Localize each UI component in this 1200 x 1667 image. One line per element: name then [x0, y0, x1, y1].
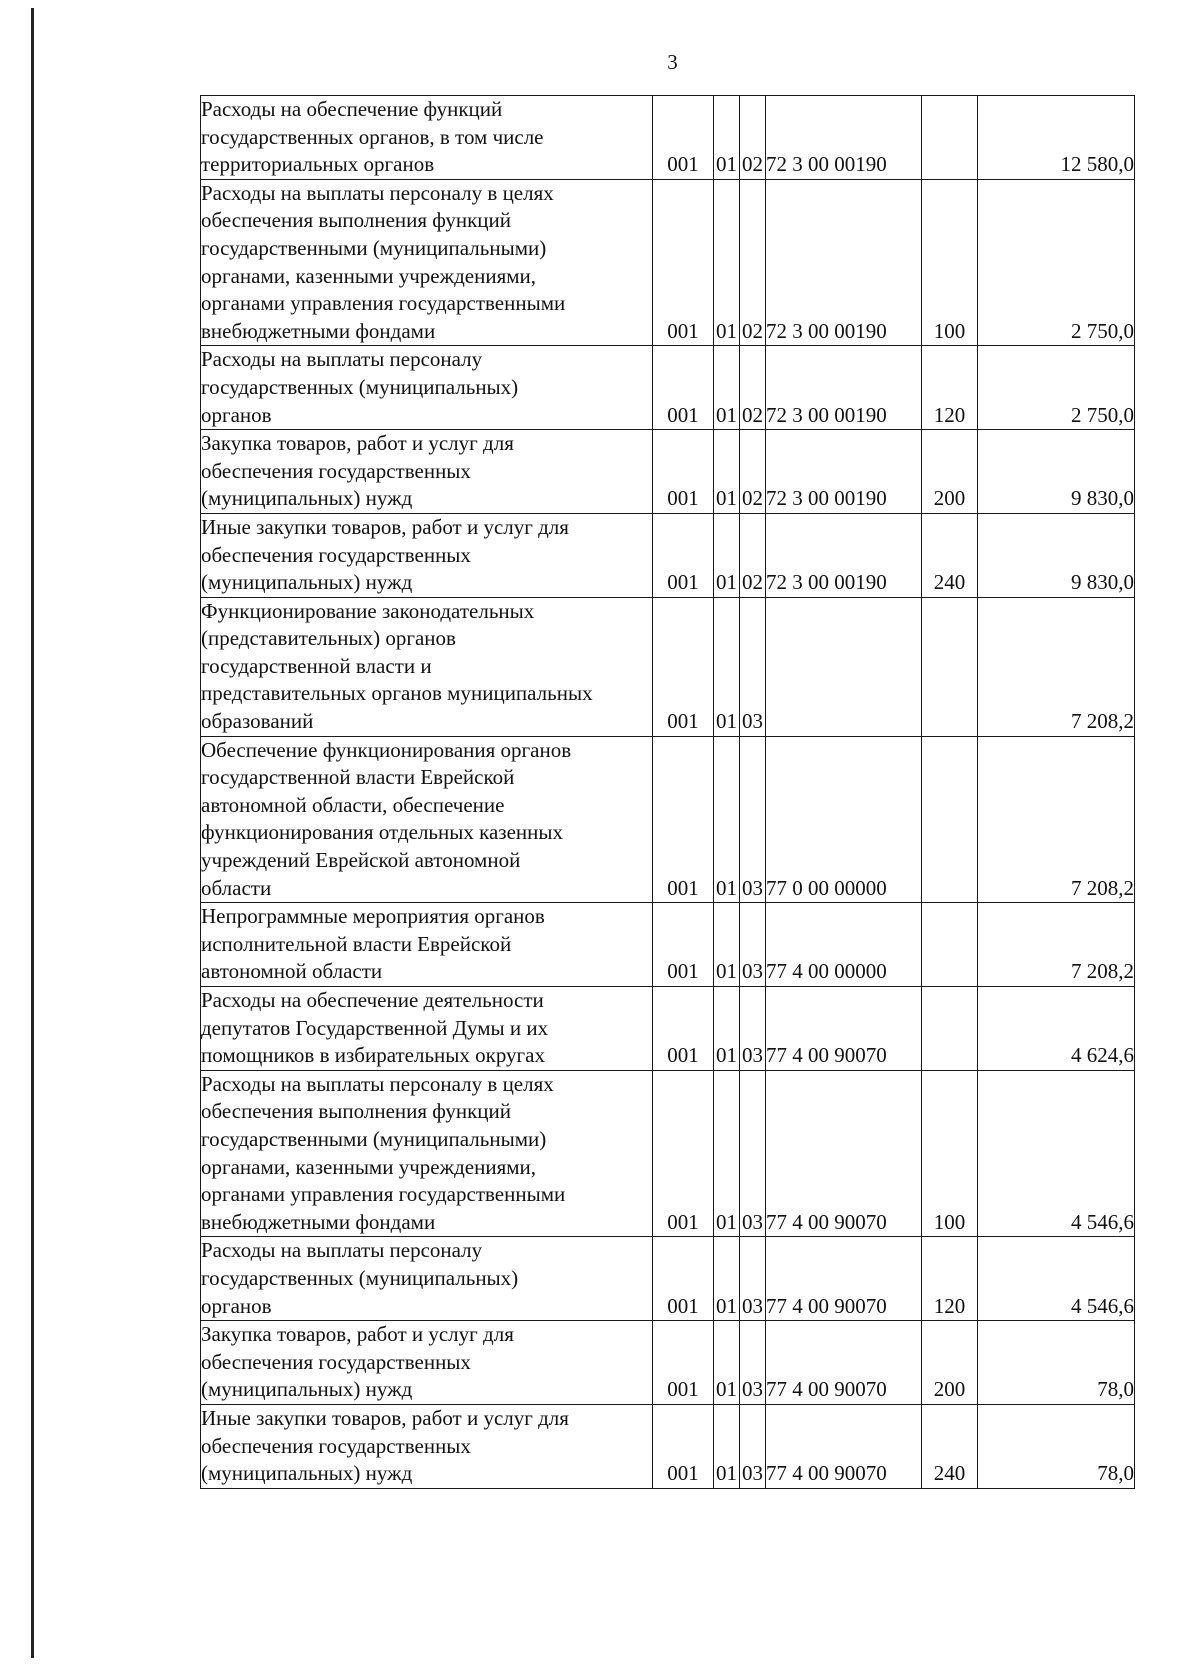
department-code-cell: 001: [653, 597, 714, 736]
expense-name-line: территориальных органов: [201, 152, 435, 177]
expense-name-cell: [201, 736, 653, 903]
expense-name-line: (муниципальных) нужд: [201, 570, 413, 595]
table-row: [201, 597, 1135, 736]
expense-type-cell: 100: [922, 1070, 978, 1237]
target-article-cell: 77 4 00 90070: [766, 1321, 922, 1405]
section-code-cell: 01: [714, 179, 740, 346]
expense-name-line: автономной области, обеспечение: [201, 792, 505, 817]
expense-type-cell: 120: [922, 346, 978, 430]
expense-name-line: обеспечения выполнения функций: [201, 208, 512, 233]
section-code-cell: 01: [714, 1237, 740, 1321]
section-code-cell: 01: [714, 987, 740, 1071]
expense-type-cell: 200: [922, 430, 978, 514]
expense-type-cell: 200: [922, 1321, 978, 1405]
subsection-code-cell: 03: [740, 1070, 766, 1237]
expense-name-line: Закупка товаров, работ и услуг для: [201, 1322, 514, 1347]
expense-name-line: Расходы на обеспечение деятельности: [201, 988, 544, 1012]
expense-type-cell: [922, 987, 978, 1071]
amount-cell: 2 750,0: [978, 346, 1135, 430]
target-article-cell: 72 3 00 00190: [766, 346, 922, 430]
amount-cell: 9 830,0: [978, 513, 1135, 597]
amount-cell: 78,0: [978, 1321, 1135, 1405]
department-code-cell: 001: [653, 1404, 714, 1488]
expense-name-line: внебюджетными фондами: [201, 1209, 436, 1234]
expense-name-line: органами, казенными учреждениями,: [201, 263, 537, 288]
expense-name-cell: [201, 1404, 653, 1488]
target-article-cell: 77 4 00 90070: [766, 1237, 922, 1321]
section-code-cell: 01: [714, 736, 740, 903]
subsection-code-cell: 03: [740, 1237, 766, 1321]
expense-name-line: области: [201, 875, 272, 900]
expense-name-line: Иные закупки товаров, работ и услуг для: [201, 1405, 569, 1430]
expense-name-line: помощников в избирательных округах: [201, 1043, 545, 1068]
expense-name-line: депутатов Государственной Думы и их: [201, 1015, 549, 1040]
table-row: [201, 430, 1135, 514]
expense-name-cell: [201, 1237, 653, 1321]
amount-cell: 12 580,0: [978, 96, 1135, 180]
expense-name-line: образований: [201, 709, 314, 734]
section-code-cell: 01: [714, 430, 740, 514]
expense-name-line: функционирования отдельных казенных: [201, 820, 564, 845]
expense-name-line: Иные закупки товаров, работ и услуг для: [201, 514, 569, 539]
expense-name-line: государственными (муниципальными): [201, 235, 547, 260]
amount-cell: 2 750,0: [978, 179, 1135, 346]
expense-name-line: (муниципальных) нужд: [201, 486, 413, 511]
section-code-cell: 01: [714, 597, 740, 736]
amount-cell: 4 624,6: [978, 987, 1135, 1071]
expense-name-cell: [201, 96, 653, 180]
subsection-code-cell: 03: [740, 903, 766, 987]
target-article-cell: [766, 597, 922, 736]
section-code-cell: 01: [714, 346, 740, 430]
section-code-cell: 01: [714, 513, 740, 597]
section-code-cell: 01: [714, 96, 740, 180]
target-article-cell: 77 4 00 00000: [766, 903, 922, 987]
expense-name-cell: [201, 346, 653, 430]
subsection-code-cell: 02: [740, 430, 766, 514]
expense-name-line: обеспечения государственных: [201, 1433, 471, 1458]
target-article-cell: 72 3 00 00190: [766, 179, 922, 346]
table-row: [201, 1321, 1135, 1405]
expense-name-line: Расходы на выплаты персоналу: [201, 347, 483, 372]
amount-cell: 4 546,6: [978, 1237, 1135, 1321]
expense-name-cell: [201, 597, 653, 736]
expense-name-line: государственными (муниципальными): [201, 1126, 547, 1151]
subsection-code-cell: 02: [740, 513, 766, 597]
department-code-cell: 001: [653, 987, 714, 1071]
department-code-cell: 001: [653, 96, 714, 180]
department-code-cell: 001: [653, 430, 714, 514]
department-code-cell: 001: [653, 1070, 714, 1237]
expense-name-line: представительных органов муниципальных: [201, 681, 593, 706]
amount-cell: 7 208,2: [978, 597, 1135, 736]
expense-name-line: органами, казенными учреждениями,: [201, 1154, 537, 1179]
expense-name-line: обеспечения государственных: [201, 1349, 471, 1374]
subsection-code-cell: 03: [740, 736, 766, 903]
expense-name-cell: [201, 1321, 653, 1405]
table-row: [201, 1070, 1135, 1237]
subsection-code-cell: 03: [740, 987, 766, 1071]
target-article-cell: 77 4 00 90070: [766, 1404, 922, 1488]
expense-name-line: органов: [201, 402, 272, 427]
expense-name-cell: [201, 513, 653, 597]
scan-edge-line: [31, 8, 34, 1658]
department-code-cell: 001: [653, 513, 714, 597]
amount-cell: 4 546,6: [978, 1070, 1135, 1237]
section-code-cell: 01: [714, 1070, 740, 1237]
department-code-cell: 001: [653, 1237, 714, 1321]
expense-name-line: органами управления государственными: [201, 1182, 566, 1207]
expense-name-line: Расходы на выплаты персоналу: [201, 1238, 483, 1263]
expense-name-line: (муниципальных) нужд: [201, 1461, 413, 1486]
department-code-cell: 001: [653, 1321, 714, 1405]
amount-cell: 7 208,2: [978, 903, 1135, 987]
target-article-cell: 77 4 00 90070: [766, 987, 922, 1071]
section-code-cell: 01: [714, 1321, 740, 1405]
expense-name-line: государственной власти Еврейской: [201, 765, 515, 790]
expense-name-line: учреждений Еврейской автономной: [201, 848, 521, 873]
expense-name-line: (муниципальных) нужд: [201, 1377, 413, 1402]
target-article-cell: 72 3 00 00190: [766, 513, 922, 597]
department-code-cell: 001: [653, 179, 714, 346]
amount-cell: 7 208,2: [978, 736, 1135, 903]
expense-name-line: Расходы на выплаты персоналу в целях: [201, 180, 554, 205]
expense-name-line: органами управления государственными: [201, 291, 566, 316]
expense-type-cell: 240: [922, 1404, 978, 1488]
expense-name-line: Расходы на выплаты персоналу в целях: [201, 1071, 554, 1096]
expense-type-cell: 120: [922, 1237, 978, 1321]
expense-type-cell: [922, 903, 978, 987]
section-code-cell: 01: [714, 903, 740, 987]
table-row: [201, 736, 1135, 903]
expense-name-line: автономной области: [201, 959, 383, 984]
table-row: [201, 96, 1135, 180]
expense-name-cell: [201, 430, 653, 514]
table-row: [201, 513, 1135, 597]
table-row: [201, 987, 1135, 1071]
expense-name-line: государственных органов, в том числе: [201, 124, 544, 149]
expense-name-cell: [201, 903, 653, 987]
expense-type-cell: [922, 736, 978, 903]
expense-name-line: исполнительной власти Еврейской: [201, 931, 512, 956]
subsection-code-cell: 02: [740, 346, 766, 430]
page-number: 3: [667, 50, 678, 74]
department-code-cell: 001: [653, 903, 714, 987]
department-code-cell: 001: [653, 346, 714, 430]
table-row: [201, 1237, 1135, 1321]
expense-name-line: Функционирование законодательных: [201, 598, 535, 623]
target-article-cell: 77 0 00 00000: [766, 736, 922, 903]
expense-name-line: Непрограммные мероприятия органов: [201, 904, 545, 929]
expense-type-cell: 240: [922, 513, 978, 597]
expense-name-line: государственных (муниципальных): [201, 374, 519, 399]
expense-name-line: государственной власти и: [201, 653, 432, 678]
table-row: [201, 903, 1135, 987]
expense-name-line: обеспечения государственных: [201, 458, 471, 483]
expense-name-line: обеспечения выполнения функций: [201, 1099, 512, 1124]
section-code-cell: 01: [714, 1404, 740, 1488]
expense-name-line: Расходы на обеспечение функций: [201, 97, 503, 121]
expense-name-line: (представительных) органов: [201, 626, 456, 651]
target-article-cell: 72 3 00 00190: [766, 430, 922, 514]
target-article-cell: 77 4 00 90070: [766, 1070, 922, 1237]
subsection-code-cell: 03: [740, 1404, 766, 1488]
expense-name-cell: [201, 1070, 653, 1237]
table-row: [201, 346, 1135, 430]
subsection-code-cell: 02: [740, 96, 766, 180]
expense-name-line: государственных (муниципальных): [201, 1265, 519, 1290]
budget-table: [200, 95, 1135, 1489]
expense-name-line: органов: [201, 1293, 272, 1318]
table-row: [201, 179, 1135, 346]
expense-type-cell: 100: [922, 179, 978, 346]
expense-name-line: Закупка товаров, работ и услуг для: [201, 431, 514, 456]
amount-cell: 9 830,0: [978, 430, 1135, 514]
expense-type-cell: [922, 96, 978, 180]
table-row: [201, 1404, 1135, 1488]
expense-name-line: внебюджетными фондами: [201, 318, 436, 343]
target-article-cell: 72 3 00 00190: [766, 96, 922, 180]
expense-name-line: обеспечения государственных: [201, 542, 471, 567]
expense-name-cell: [201, 987, 653, 1071]
expense-name-line: Обеспечение функционирования органов: [201, 737, 572, 762]
expense-type-cell: [922, 597, 978, 736]
subsection-code-cell: 02: [740, 179, 766, 346]
amount-cell: 78,0: [978, 1404, 1135, 1488]
subsection-code-cell: 03: [740, 1321, 766, 1405]
subsection-code-cell: 03: [740, 597, 766, 736]
expense-name-cell: [201, 179, 653, 346]
department-code-cell: 001: [653, 736, 714, 903]
